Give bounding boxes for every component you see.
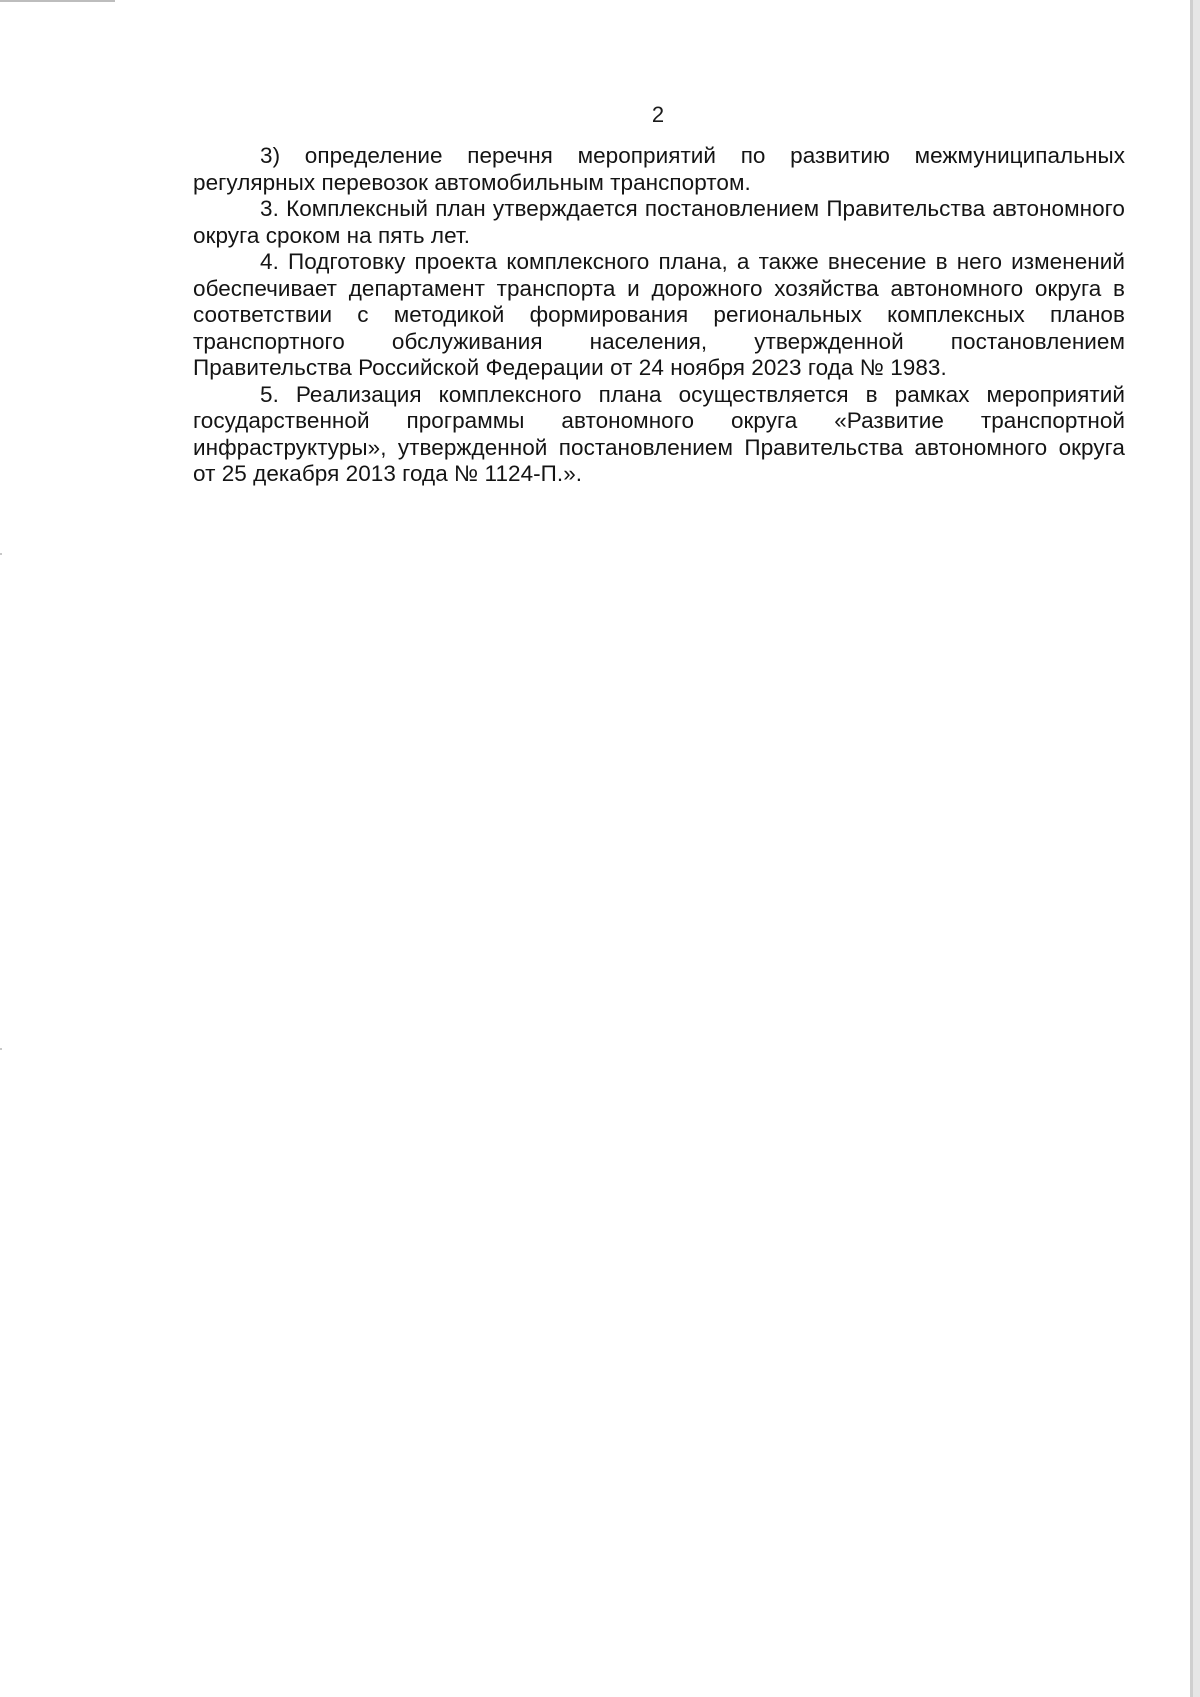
- paragraph-point-4: 4. Подготовку проекта комплексного плана, а также внесение в него изменений обеспечивает департамент транспорта и дорожного хозяйства автономного округа в соответствии с методикой формирования региональных комплексных планов транспортного обслуживания населения, утвержденной постановлением Правительства Российской Федерации от 24 ноября 2023 года № 1983.: [193, 249, 1125, 380]
- scan-mark: [0, 553, 2, 555]
- paragraph-point-3: 3. Комплексный план утверждается постановлением Правительства автономного округа сроком на пять лет.: [193, 196, 1125, 248]
- page-number: 2: [651, 102, 665, 127]
- scan-edge-right: [1190, 0, 1200, 1697]
- paragraph-item-3: 3) определение перечня мероприятий по развитию межмуниципальных регулярных перевозок автомобильным транспортом.: [193, 143, 1125, 195]
- document-body: [193, 143, 1125, 488]
- scan-edge-top: [0, 0, 115, 2]
- paragraph-point-5: 5. Реализация комплексного плана осуществляется в рамках мероприятий государственной программы автономного округа «Развитие транспортной инфраструктуры», утвержденной постановлением Правительства автономного округа от 25 декабря 2013 года № 1124-П.».: [193, 381, 1125, 486]
- scan-mark: [0, 1048, 2, 1050]
